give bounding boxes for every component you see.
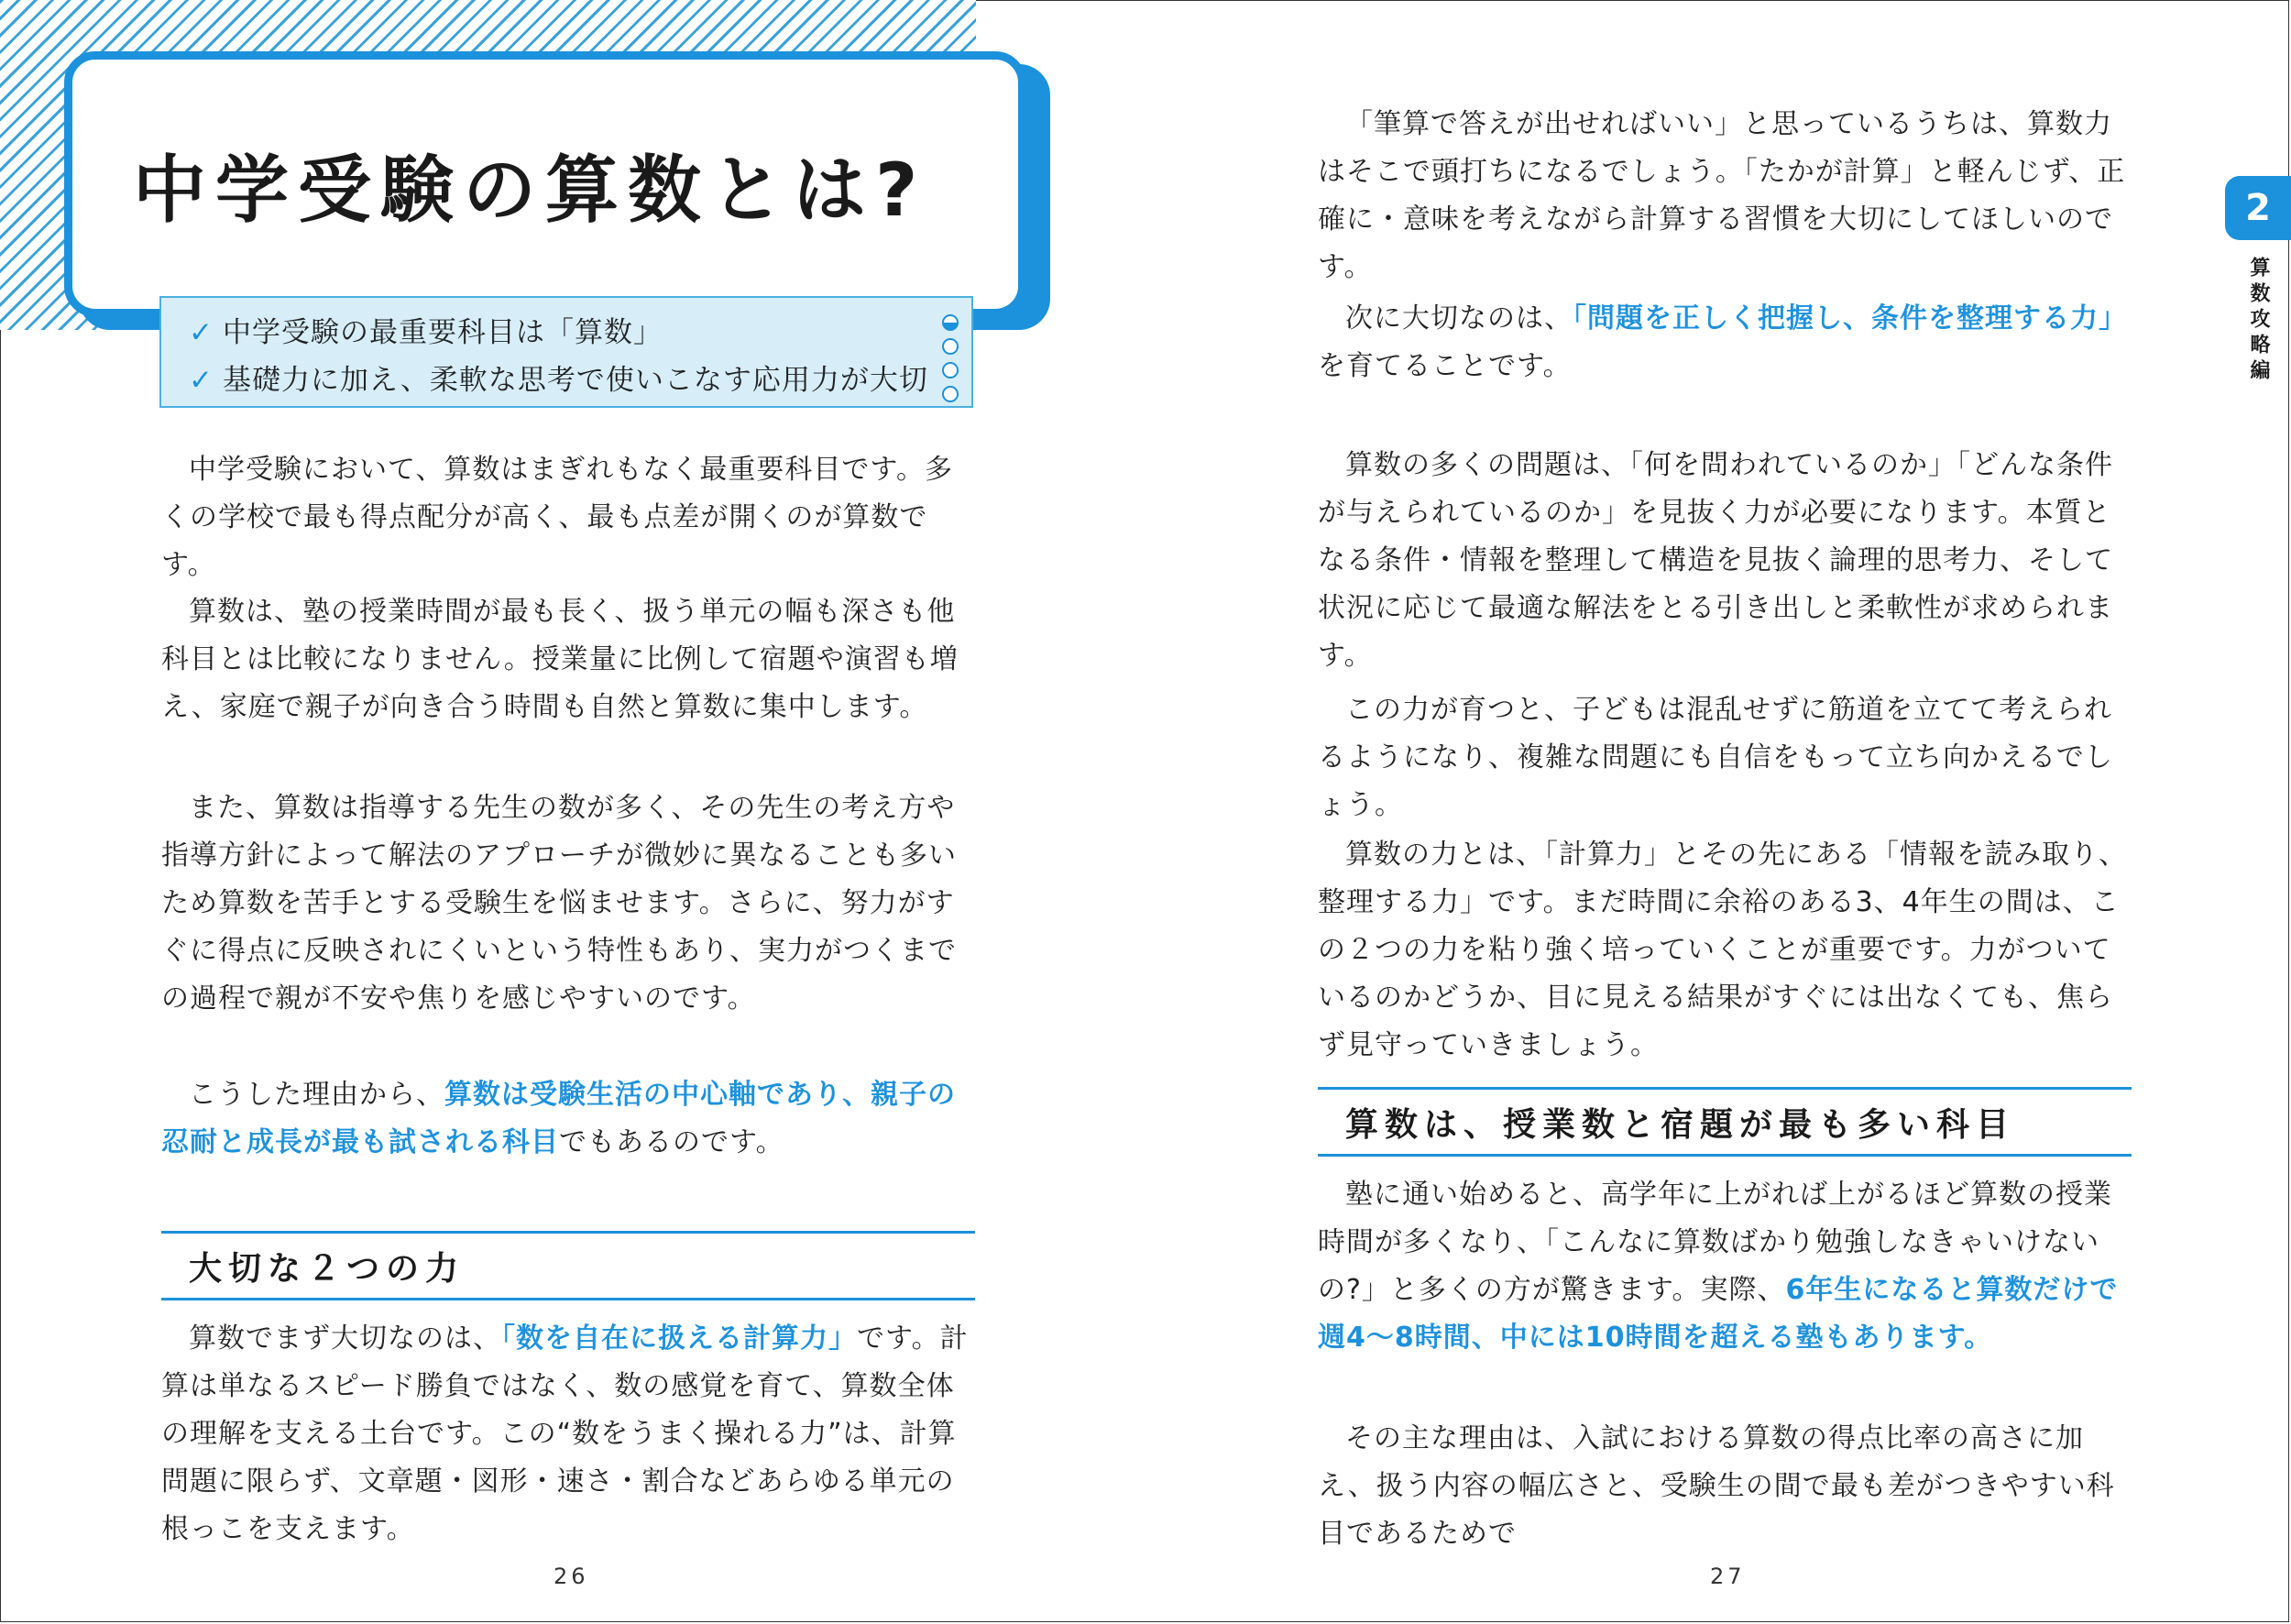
summary-item: ✓ 基礎力に加え、柔軟な思考で使いこなす応用力が大切 [189,364,928,397]
body-paragraph: 「筆算で答えが出せればいい」と思っているうちは、算数力はそこで頭打ちになるでしょう。「たかが計算」と軽んじず、正確に・意味を考えながら計算する習慣を大切にしてほしいのです。 [1318,108,2126,283]
body-paragraph: その主な理由は、入試における算数の得点比率の高さに加え、扱う内容の幅広さと、受験生の間で最も差がつきやすい科目であるためで [1318,1422,2115,1550]
highlight-text: 算数は受験生活の中心軸であり、親子の忍耐と成長が最も試される科目 [161,1079,956,1158]
page-number: 26 [554,1564,589,1589]
check-icon: ✓ [189,316,214,349]
section-heading: 算数は、授業数と宿題が最も多い科目 [1318,1087,2132,1157]
chapter-label: 算数攻略編 [2247,257,2270,385]
summary-box [159,296,973,408]
body-paragraph: 次に大切なのは、「問題を正しく把握し、条件を整理する力」を育てることです。 [1318,302,2127,382]
page-number: 27 [1710,1564,1746,1589]
binder-rings-decoration [942,314,960,410]
highlight-text: 「数を自在に扱える計算力」 [501,1322,857,1355]
body-paragraph: この力が育つと、子どもは混乱せずに筋道を立てて考えられるようになり、複雑な問題にも自信をもって立ち向かえるでしょう。 [1318,694,2113,821]
body-paragraph: こうした理由から、算数は受験生活の中心軸であり、親子の忍耐と成長が最も試される科目でもあるのです。 [161,1079,956,1158]
check-icon: ✓ [189,364,214,397]
body-paragraph: 算数でまず大切なのは、「数を自在に扱える計算力」です。計算は単なるスピード勝負ではなく、数の感覚を育て、算数全体の理解を支える土台です。この“数をうまく操れる力”は、計算問題に限らず、文章題・図形・速さ・割合などあらゆる単元の根っこを支えます。 [161,1322,969,1545]
body-paragraph: 中学受験において、算数はまぎれもなく最重要科目です。多くの学校で最も得点配分が高く、最も点差が開くのが算数です。 [161,454,953,581]
body-paragraph: 算数は、塾の授業時間が最も長く、扱う単元の幅も深さも他科目とは比較になりません。授業量に比例して宿題や演習も増え、家庭で親子が向き合う時間も自然と算数に集中します。 [161,596,959,723]
highlight-text: 6年生になると算数だけで週4〜8時間、中には10時間を超える塾もあります。 [1318,1274,2119,1354]
body-paragraph: 算数の多くの問題は、「何を問われているのか」「どんな条件が与えられているのか」を見抜く力が必要になります。本質となる条件・情報を整理して構造を見抜く論理的思考力、そして状況に応じて最適な解法をとる引き出しと柔軟性が求められます。 [1318,449,2113,672]
chapter-number-badge: 2 [2225,176,2291,240]
page-title: 中学受験の算数とは? [133,148,927,233]
summary-item: ✓ 中学受験の最重要科目は「算数」 [189,316,663,349]
body-paragraph: 算数の力とは、「計算力」とその先にある「情報を読み取り、整理する力」です。まだ時間に余裕のある3、4年生の間は、この２つの力を粘り強く培っていくことが重要です。力がついているのかどうか、目に見える結果がすぐには出なくても、焦らず見守っていきましょう。 [1318,839,2127,1061]
highlight-text: 「問題を正しく把握し、条件を整理する力」 [1573,302,2127,335]
body-paragraph: また、算数は指導する先生の数が多く、その先生の考え方や指導方針によって解法のアプローチが微妙に異なることも多いため算数を苦手とする受験生を悩ませます。さらに、努力がすぐに得点に反映されにくいという特性もあり、実力がつくまでの過程で親が不安や焦りを感じやすいのです。 [161,792,957,1015]
section-heading: 大切な２つの力 [161,1231,975,1300]
body-paragraph: 塾に通い始めると、高学年に上がれば上がるほど算数の授業時間が多くなり、「こんなに算数ばかり勉強しなきゃいけないの?」と多くの方が驚きます。実際、6年生になると算数だけで週4〜8時間、中には10時間を超える塾もあります。 [1318,1179,2119,1354]
